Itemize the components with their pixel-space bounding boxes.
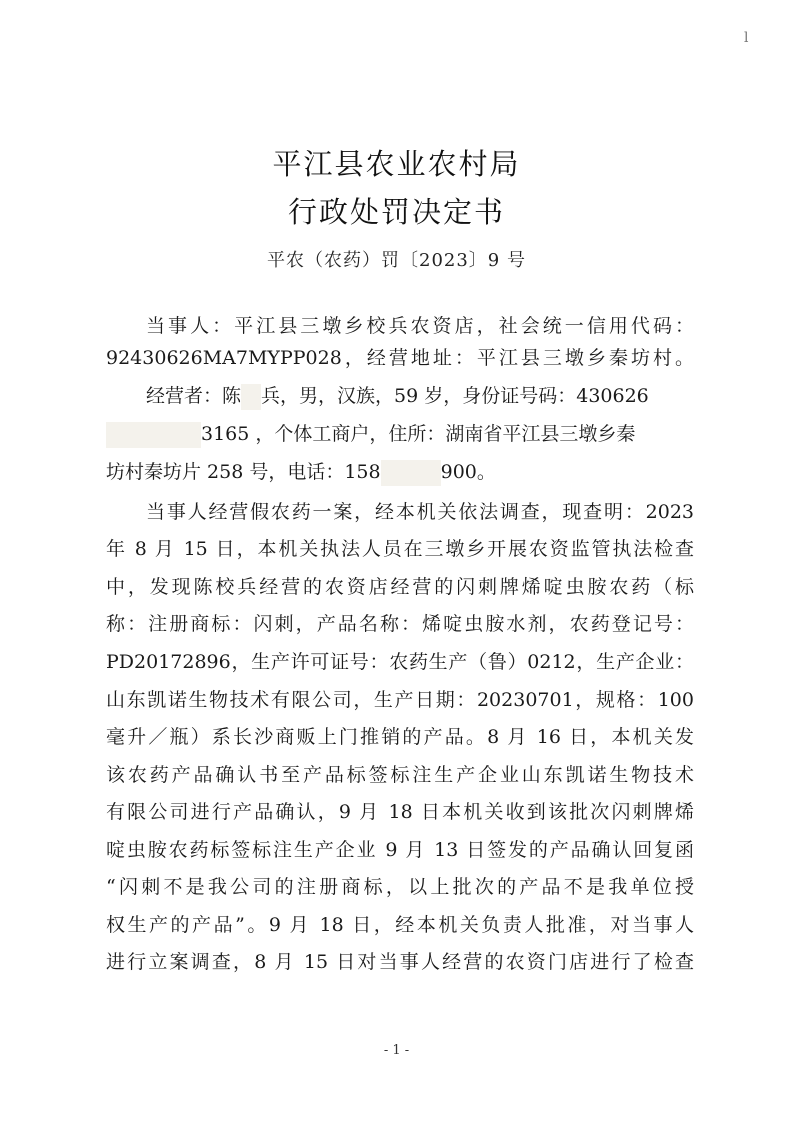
phone-suffix: 900。 [440, 461, 496, 483]
operator-prefix: 经营者：陈 [146, 385, 242, 407]
corner-mark: l [744, 30, 749, 46]
page-number: - 1 - [383, 1043, 410, 1058]
body-line [106, 419, 694, 449]
id-suffix-address: 3165 ，个体工商户，住所：湖南省平江县三墩乡秦 [201, 423, 636, 445]
body-line [106, 457, 694, 487]
document-number: 平农（农药）罚〔2023〕9 号 [267, 250, 526, 271]
body-line: 92430626MA7MYPP028，经营地址：平江县三墩乡秦坊村。 [106, 347, 694, 369]
operator-details: 兵，男，汉族，59 岁，身份证号码：430626 [261, 385, 649, 407]
body-line [146, 381, 694, 411]
redaction-box [106, 422, 201, 448]
body-line: 当事人经营假农药一案，经本机关依法调查，现查明：2023 [146, 501, 694, 523]
body-line: “闪刺不是我公司的注册商标，以上批次的产品不是我单位授 [106, 876, 694, 898]
body-line: 当事人：平江县三墩乡校兵农资店，社会统一信用代码： [146, 315, 694, 337]
redaction-box [241, 384, 261, 410]
body-line: PD20172896，生产许可证号：农药生产（鲁）0212，生产企业： [106, 651, 694, 673]
body-line: 啶虫胺农药标签标注生产企业 9 月 13 日签发的产品确认回复函 [106, 839, 694, 861]
body-line: 山东凯诺生物技术有限公司，生产日期：20230701，规格：100 [106, 689, 694, 711]
body-line: 称：注册商标：闪刺，产品名称：烯啶虫胺水剂，农药登记号： [106, 613, 694, 635]
body-line: 进行立案调查，8 月 15 日对当事人经营的农资门店进行了检查 [106, 951, 694, 973]
body-line: 有限公司进行产品确认，9 月 18 日本机关收到该批次闪刺牌烯 [106, 801, 694, 823]
body-line: 中，发现陈校兵经营的农资店经营的闪刺牌烯啶虫胺农药（标 [106, 576, 694, 598]
body-line: 毫升／瓶）系长沙商贩上门推销的产品。8 月 16 日，本机关发 [106, 726, 694, 748]
issuer-title: 平江县农业农村局 [272, 147, 521, 181]
document-title: 行政处罚决定书 [287, 195, 505, 229]
body-line: 权生产的产品”。9 月 18 日，经本机关负责人批准，对当事人 [106, 914, 694, 936]
body-line: 年 8 月 15 日，本机关执法人员在三墩乡开展农资监管执法检查 [106, 538, 694, 560]
redaction-box [381, 460, 441, 486]
address-phone-prefix: 坊村秦坊片 258 号，电话：158 [106, 461, 381, 483]
body-line: 该农药产品确认书至产品标签标注生产企业山东凯诺生物技术 [106, 764, 694, 786]
